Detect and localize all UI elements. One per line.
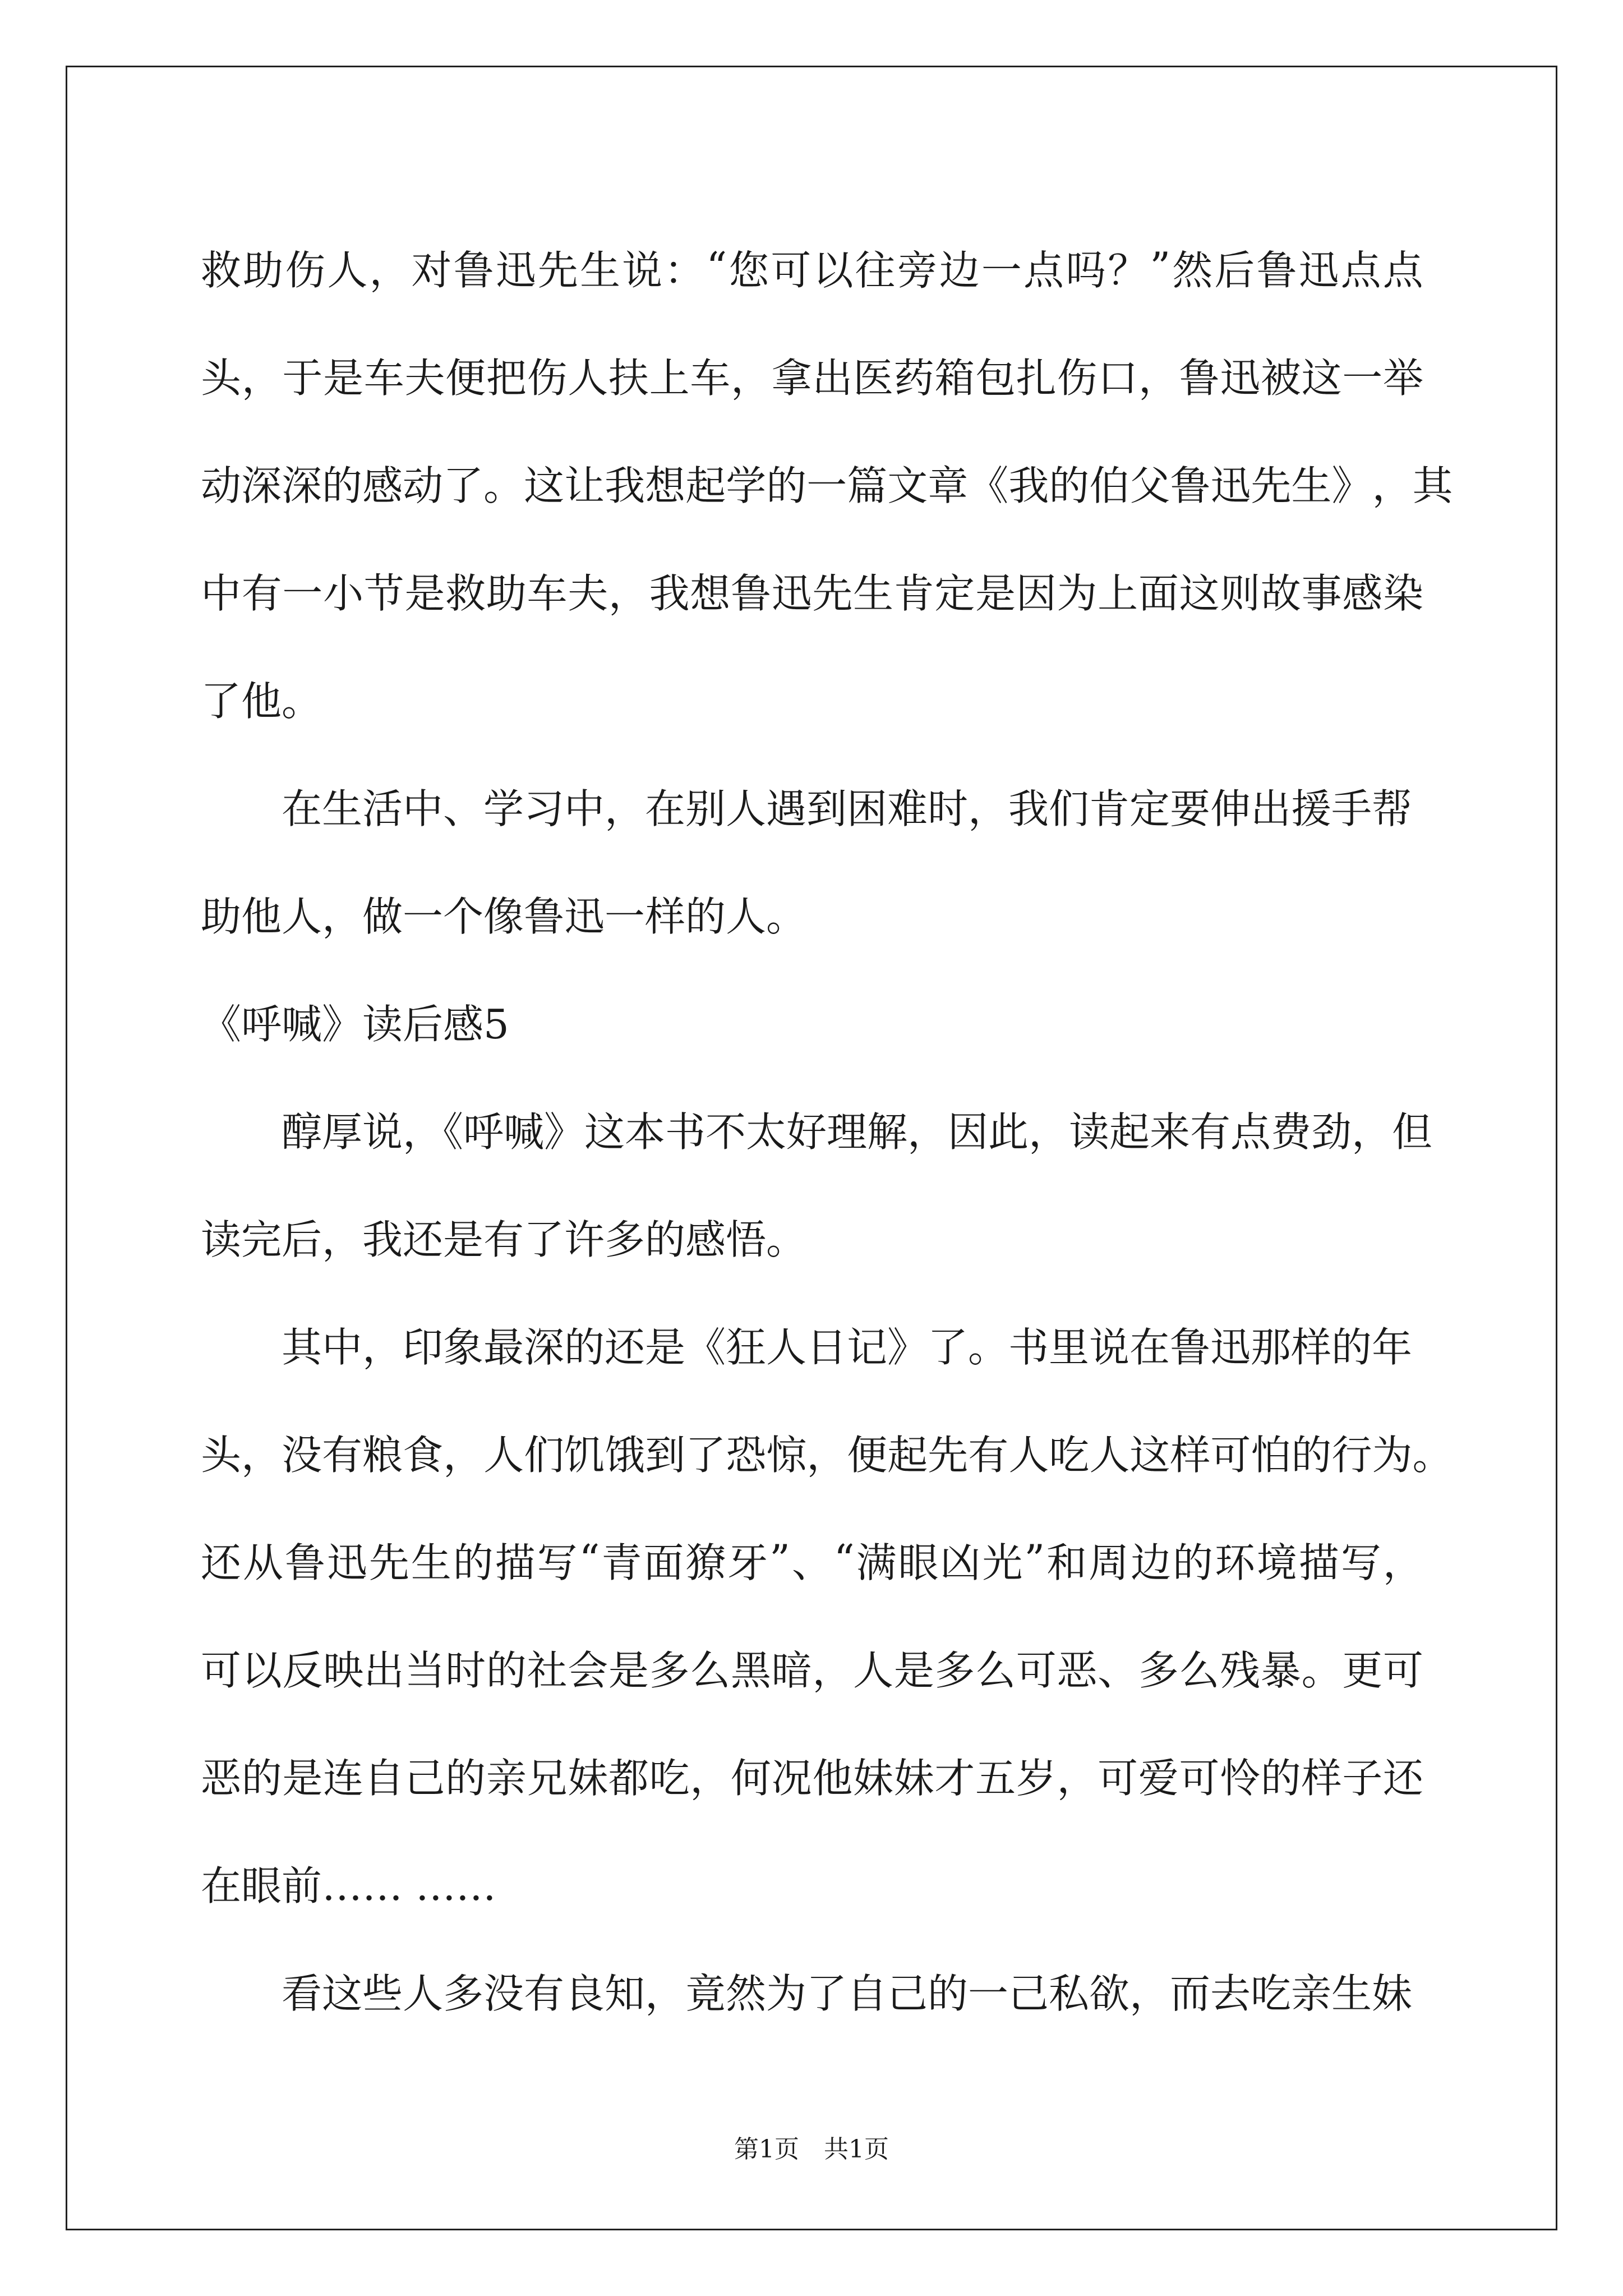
paragraph-line: 了他。 bbox=[201, 678, 322, 725]
paragraph-line: 读完后，我还是有了许多的感悟。 bbox=[201, 1216, 807, 1263]
section-heading: 《呼喊》读后感5 bbox=[201, 1001, 509, 1048]
paragraph-line: 头 ， 没 有 粮 食 ， 人 们 饥 饿 到 了 恐 惊 ， 便 起 先 有 人 吃 人 这 样 可 怕 的 行 为 。 bbox=[201, 1432, 1453, 1479]
paragraph-line: 助他人，做一个像鲁迅一样的人。 bbox=[201, 893, 807, 940]
paragraph-line: 还 从 鲁 迅 先 生 的 描 写 “ 青 面 獠 牙 ” 、 “ 满 眼 凶 光 ” 和 周 边 的 环 境 描 写 ， bbox=[201, 1536, 1423, 1586]
paragraph-line: 可 以 反 映 出 当 时 的 社 会 是 多 么 黑 暗 ， 人 是 多 么 可 恶 、 多 么 残 暴 。 更 可 bbox=[201, 1647, 1423, 1694]
paragraph-line: 动 深 深 的 感 动 了 。 这 让 我 想 起 学 的 一 篇 文 章 《 我 的 伯 父 鲁 迅 先 生 》 ， 其 bbox=[201, 462, 1453, 509]
paragraph-line: 醇厚说，《呼喊》这本书不太好理解，因此，读起来有点费劲，但 bbox=[282, 1108, 1433, 1156]
paragraph-line: 中 有 一 小 节 是 救 助 车 夫 ， 我 想 鲁 迅 先 生 肯 定 是 因 为 上 面 这 则 故 事 感 染 bbox=[201, 570, 1423, 617]
document-body bbox=[201, 213, 1453, 2044]
page-footer: 第1页 共1页 bbox=[734, 2135, 889, 2164]
paragraph-line: 恶 的 是 连 自 己 的 亲 兄 妹 都 吃 ， 何 况 他 妹 妹 才 五 岁 ， 可 爱 可 怜 的 样 子 还 bbox=[201, 1755, 1423, 1802]
paragraph-line: 在眼前…… …… bbox=[201, 1862, 496, 1910]
paragraph-line: 看这些人多没有良知，竟然为了自己的一己私欲，而去吃亲生妹 bbox=[282, 1970, 1413, 2017]
paragraph-line: 其中，印象最深的还是《狂人日记》了。书里说在鲁迅那样的年 bbox=[282, 1324, 1413, 1371]
paragraph-line: 救 助 伤 人 ， 对 鲁 迅 先 生 说 ： “ 您 可 以 往 旁 边 一 点 吗 ？ ” 然 后 鲁 迅 点 点 bbox=[201, 243, 1423, 294]
paragraph-line: 在生活中、学习中，在别人遇到困难时，我们肯定要伸出援手帮 bbox=[282, 785, 1413, 832]
paragraph-line: 头 ， 于 是 车 夫 便 把 伤 人 扶 上 车 ， 拿 出 医 药 箱 包 扎 伤 口 ， 鲁 迅 被 这 一 举 bbox=[201, 355, 1423, 402]
